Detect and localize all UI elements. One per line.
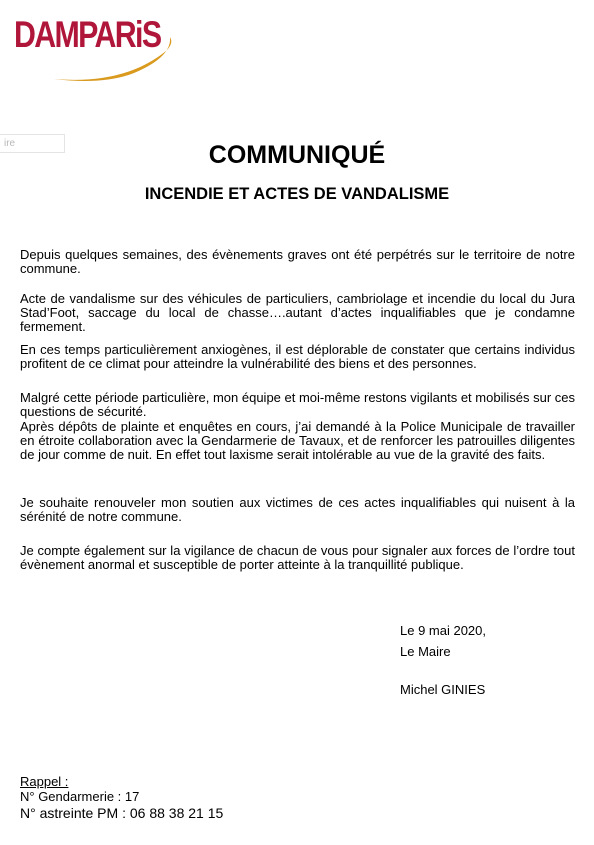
paragraph-vigilance: Malgré cette période particulière, mon équipe et moi-même restons vigilants et mobilisés sur ces questions de sécurité. bbox=[20, 390, 575, 420]
page-subtitle: INCENDIE ET ACTES DE VANDALISME bbox=[144, 185, 450, 203]
paragraph-intro: Depuis quelques semaines, des évènements graves ont été perpétrés sur le territoire de notre commune. bbox=[20, 247, 575, 277]
paragraph-vandalism: Acte de vandalisme sur des véhicules de particuliers, cambriolage et incendie du local du Jura Stad’Foot, saccage du local de chasse….autant d’actes inqualifiables que je condamne fermement. bbox=[20, 291, 575, 335]
damparis-logo bbox=[14, 13, 184, 93]
logo-text: DAMPARiS bbox=[14, 14, 161, 55]
reminder-astreinte: N° astreinte PM : 06 88 38 21 15 bbox=[20, 805, 224, 821]
paragraph-police: Après dépôts de plainte et enquêtes en cours, j’ai demandé à la Police Municipale de travailler en étroite collaboration avec la Gendarmerie de Tavaux, et de renforcer les patrouilles diligentes de jour comme de nuit. En effet tout laxisme serait intolérable au vue de la gravité des faits. bbox=[20, 419, 575, 463]
reminder-heading: Rappel : bbox=[20, 774, 69, 789]
reminder-gendarmerie: N° Gendarmerie : 17 bbox=[20, 789, 140, 804]
page-title: COMMUNIQUÉ bbox=[208, 141, 386, 169]
paragraph-anxiety: En ces temps particulièrement anxiogènes, il est déplorable de constater que certains individus profitent de ce climat pour atteindre la vulnérabilité des biens et des personnes. bbox=[20, 342, 575, 372]
signature-date: Le 9 mai 2020, bbox=[400, 623, 487, 638]
paragraph-support: Je souhaite renouveler mon soutien aux victimes de ces actes inqualifiables qui nuisent à la sérénité de notre commune. bbox=[20, 495, 575, 525]
signature-role: Le Maire bbox=[400, 644, 451, 659]
signature-name: Michel GINIES bbox=[400, 682, 486, 697]
ghost-field-text: ire bbox=[4, 138, 16, 149]
paragraph-call: Je compte également sur la vigilance de chacun de vous pour signaler aux forces de l’ordre tout évènement anormal et susceptible de porter atteinte à la tranquillité publique. bbox=[20, 543, 575, 573]
